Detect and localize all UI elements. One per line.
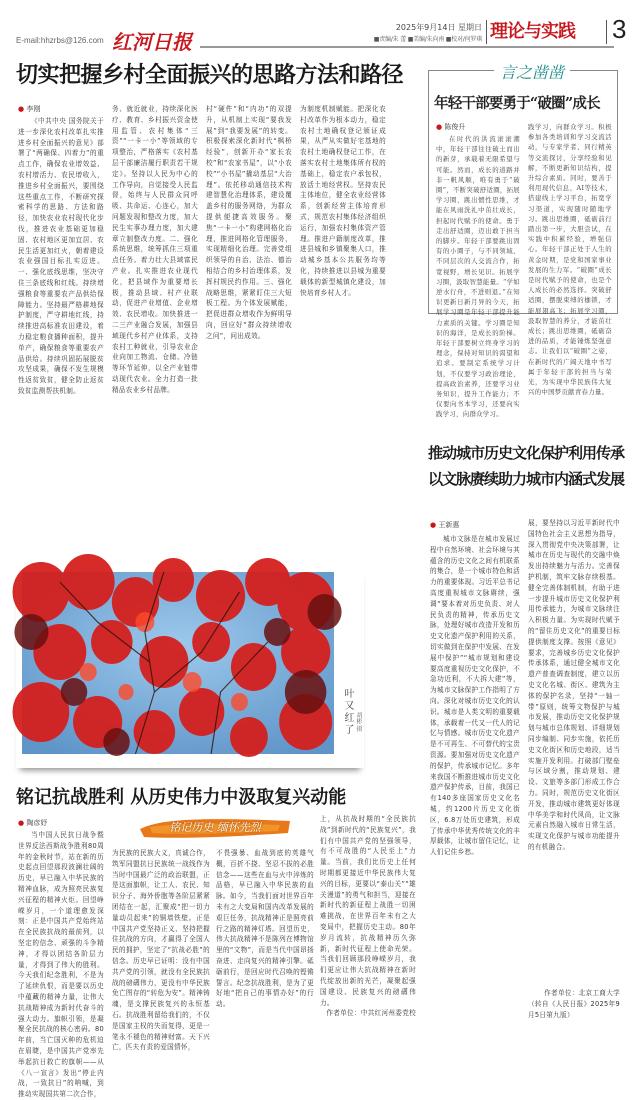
issue-date: 2025年9月14日 星期日 <box>395 23 482 32</box>
bullet-icon: ● <box>18 819 25 827</box>
article1-column-4: 为制度机制赋能。把深化农村改革作为根本动力，稳定农村土地确权登记颁证成果，从严从实做好宅基地的农村土地确权登记工作，在落实农村土地集体所有权的基础上，稳定农户承包权，放活土地经营权。坚持农民主体地位，健全农业经营体系，创新经营主体培育形式，规范农村集体经济组织运行，加强农村集体资产管理。推进户籍制度改革，推进县城和乡镇聚集人口，推动城乡基本公共服务均等化，持续推进以县城为重要载体的新型城镇化建设，加快培育乡村人才。 <box>300 105 386 297</box>
red-leaves-image <box>22 572 334 754</box>
article1-byline <box>18 104 40 114</box>
article3-column-1: 当中国人民抗日战争暨世界反法西斯战争胜利80周年的金秋时节，站在新的历史起点回望那段波澜壮阔的历史，早已融入中华民族的精神血脉，成为照亮民族复兴征程的精神火炬。回望峥嵘岁月，一个道理愈发深刻：正是中国共产党始终站在全民族抗战的最前列，以坚定的信念、顽强的斗争精神，才得以团结各阶层力量，才得到了伟大的胜利。今天我们纪念胜利，不是为了延续仇恨，而是要以历史中蕴藏的精神力量，让伟大抗战精神成为新时代奋斗的强大动力。旗帜引领，是凝聚全民抗战的核心密码。80年前，当亡国灭种的危机迫在眉睫，是中国共产党率先举起抗日救亡的旗帜——从《八一宣言》发出“停止内战，一致抗日”的呐喊，到推动实现国共第二次合作， <box>18 831 104 1099</box>
author-name: 陶彦妤 <box>26 819 48 827</box>
column-box-headline[interactable]: 年轻干部要勇于“破圈”成长 <box>434 95 600 112</box>
column-box-column-1: 在时代的洪流滚滚潮中，年轻干部往往破土而出的新芽，承载着无限希望与可能。然而，成长的道路并非一帆风顺，唯有勇于“破圈”，不断突破舒适圈，拓展学习圈，跳出惯性思维，才能在风雨洗礼中茁壮成长，担起时代赋予的使命。勇于走出舒适圈，迈出敢于担当的脚步。年轻干部要跳出固有的小圈子，与不同领域、不同层次的人交流合作，拓宽视野，增长见识。拓展学习圈，汲取智慧能量。“学如逆水行舟，不进则退。”在知识更新日新月异的今天，拓展学习圈是年轻干部提升能力素质的关键。学习圈是知识的海洋，是成长的阶梯。年轻干部要树立终身学习的理念，保持对知识的渴望和追求。要制定系统学习计划，不仅要学习政治理论，提高政治素养，还要学习业务知识，提升工作能力；不仅要向书本学习，还要向实践学习，向群众学习。 <box>436 135 520 419</box>
author-name: 王新惠 <box>438 521 460 529</box>
article3-column-3: 不畏强暴、血战到底的英雄气概，百折不挠、坚忍不拔的必胜信念——这些在血与火中淬炼的品格，早已融入中华民族的血脉。如今，当我们面对世界百年未有之大变局和国内改革发展的艰巨任务，抗战精神正是照亮前行之路的精神灯塔。回望历史，伟大抗战精神不是陈列在博物馆里的“文物”，而是当代中国昂扬奋进、走向复兴的精神引擎。砥砺前行，是回应时代召唤的铿锵誓言。纪念抗战胜利，是为了更好地“把自己的事情办好”的行动。 <box>216 849 314 1009</box>
editors-credits: ■责编/朱 蕾 ■美编/朱向南 ■校对/何罗琪 <box>373 36 482 43</box>
author-name: 陈俊升 <box>444 123 466 131</box>
article1-headline[interactable]: 切实把握乡村全面振兴的思路方法和路径 <box>16 63 404 88</box>
column-logo: 言之凿凿 <box>494 60 570 83</box>
photo-credit: 胡彬 摄 <box>355 712 362 732</box>
article2-author-unit: 作者单位：北京工商大学 <box>544 989 620 997</box>
article3-column-4: 上，从抗战时期的“全民族抗战”到新时代的“民族复兴”，我们有中国共产党的坚强领导，有不可战胜的“人民至上”力量。当前，我们比历史上任何时期都更接近中华民族伟大复兴的目标，更要以“泰山关”“雄关漫道”的勇气和担当，迎接在新时代的新征程上战胜一切困难挑战，在世界百年未有之大变局中，把握历史主动。80年岁月流转，抗战精神历久弥新，新时代征程上使命光荣。当我们回顾那段峥嵘岁月，我们更应让伟大抗战精神在新时代绽放出新的光芒，凝聚起强国建设、民族复兴的磅礴伟力。 <box>320 815 416 1007</box>
bullet-icon: ● <box>436 123 443 131</box>
article3-headline[interactable]: 铭记抗战胜利 从历史伟力中汲取复兴动能 <box>16 787 347 808</box>
article1-column-1: 《中共中央 国务院关于进一步深化农村改革扎实推进乡村全面振兴的意见》部署了“两确保、四着力”的重点工作，确保农业增效益、农村增活力、农民增收入，推进乡村全面振兴，要围绕这些重点工作，不断研究探索科学的思路、方法和路径，加快农业农村现代化步伐，推进农业基础更加稳固、农村地区更加宜居、农民生活更加红火，朝着建设农业强国目标扎实迈进。一、强化底线思维，坚决守住三条底线和红线。持续增强粮食等重要农产品供给保障能力。坚持最严格耕地保护制度，严守耕地红线，持续推进高标准农田建设，着力稳定粮食播种面积，提升单产，确保粮食等重要农产品供给。持续巩固拓展脱贫攻坚成果，确保不发生规模性返贫致贫，健全防止返贫致贫监测帮扶机制。 <box>18 117 104 395</box>
article3-byline <box>18 818 47 828</box>
contact-email[interactable]: E-mail:hhzrbs@126.com <box>16 36 104 45</box>
column-box-byline <box>436 122 465 132</box>
author-name: 李刚 <box>26 105 41 113</box>
section-title: 理论与实践 <box>490 21 575 42</box>
article2-headline-line2: 以文脉赓续助力城市内涵式发展 <box>428 470 625 488</box>
article2-headline-line1: 推动城市历史文化保护利用传承 <box>428 444 625 462</box>
bullet-icon: ● <box>430 521 437 529</box>
banner-text: 铭记历史 缅怀先烈 <box>169 821 261 834</box>
bullet-icon: ● <box>18 105 25 113</box>
article2-column-1: 城市文脉是在城市发展过程中自然环境、社会环境与其蕴含的历史文化之间有机联系的集合，是一个城市特色和活力的重要体现。习近平总书记高度重视城市文脉赓续，强调“要本着对历史负责、对人民负责的精神，传承历史文脉，处理好城市改造开发和历史文化遗产保护利用的关系，切实做到在保护中发展、在发展中保护”“城市规划和建设要高度重视历史文化保护，不急功近利，不大拆大建”等，为城市文脉保护工作指明了方向。深化对城市历史文化的认识。城市是人类文明的重要载体，承载着一代又一代人的记忆与情感。城市历史文化遗产是不可再生、不可替代的宝贵资源。要加强对历史文化遗产的保护，传承城市记忆。多年来我国不断推进城市历史文化遗产保护传承，目前，我国已有140多座国家历史文化名城，约1200片历史文化街区，6.8万处历史建筑，形成了传承中华优秀传统文化的丰厚载体，让城市留住记忆，让人们记住乡愁。 <box>430 535 520 857</box>
article1-column-2: 务、就近就业，持续深化医疗、教育、乡村振兴资金使用监管、农村集体“三资”“一卡一小”等领域的专项整治，严格落实《农村基层干部廉洁履行职责若干规定》。坚持以人民为中心的工作导向，自觉接受人民监督，始终与人民群众同呼吸、共命运、心连心，加大问题发现和整改力度，加大民生实事办理力度，加大建章立制整改力度。二、强化系统思维，统筹抓住三项重点任务。着力壮大县域富民产业。扎实推进农业现代化，把县域作为重要增长极，推动县域、村产业联动，促进产业增值、企业增效、农民增收。加快推进一二三产业融合发展，加强县域现代乡村产业体系，支持农村工种就业，引导农业企业向加工物流、仓储、冷链等环节延伸，以全产业链带动现代农业。全力打造一批精品农业乡村品牌。 <box>112 105 198 394</box>
article2-headline[interactable] <box>428 440 624 492</box>
header-divider <box>486 20 487 44</box>
article2-byline <box>430 520 459 530</box>
article2-source-note: （转自《人民日报》2025年9月5日第九版） <box>528 1000 620 1019</box>
header-rule <box>200 46 614 48</box>
newspaper-masthead: 红河日报 <box>112 30 192 54</box>
red-leaves-photo[interactable] <box>22 572 334 754</box>
page-number: 3 <box>612 14 627 44</box>
column-box-column-2: 践学习，向群众学习。积极参加各类培训和学习交流活动，与专家学者、同行精英等交流探讨，分享经验和见解，不断更新知识结构，提升综合素质。同时，要善于利用现代信息、AI等技术，搭建线上学习平台，拓宽学习渠道，实现随时随地学习。跳出思维圈，砥砺前行踏出第一步，大胆尝试，在实践中积累经验，增强信心。年轻干部正处于人生的黄金时期，是党和国家事业发展的生力军。“破圈”成长是时代赋予的使命，也是个人成长的必然选择。突破舒适圈，摆脱束缚的枷锁，才能展翅高飞；拓展学习圈，汲取智慧的养分，才能茁壮成长；跳出思维圈，砥砺奋进的品质，才能锤炼坚强意志。让我们以“破圈”之姿，在新时代的广阔天地中书写属于年轻干部的担当与荣光，为实现中华民族伟大复兴的中国梦贡献青春力量。 <box>528 123 612 397</box>
header-divider <box>606 20 607 44</box>
article3-column-2: 为民族的民族大义，真诚合作，筑军同盟抗日民族统一战线作为当时中国最广泛的政治联盟，正是这面旗帜，让工人、农民、知识分子、海外侨胞等各阶层紧紧团结在一起，汇聚成“把一切力量动员起来”的铜墙铁壁。正是中国共产党坚持正义、坚持把握住抗战的方向，才赢得了全国人民的拥护，坚定了“抗战必胜”的信念。历史早已证明：没有中国共产党的引领，就没有全民族抗战的磅礴伟力，更没有中华民族免亡图存的“转危为安”。精神铸魂，是支撑民族复兴的永恒基石。抗战胜利留给我们的，不仅是国家主权的失而复得，更是一笔永不褪色的精神财富。天下兴亡，匹夫有责的爱国情怀， <box>112 849 210 1052</box>
photo-caption-title: 叶又红了 <box>342 688 353 736</box>
article2-column-2: 展，要坚持以习近平新时代中国特色社会主义思想为指导，深入贯彻党中央决策部署，让城市在历史与现代的交融中焕发出持续魅力与活力。完善保护机制，筑牢文脉存续根基。健全完善体制机制，有助于进一步提升城市历史文化保护利用传承能力，为城市文脉续注入积极力量。为实现时代赋予的“留住历史文化”的重要目标提供制度支撑。按照《意见》要求，完善城乡历史文化保护传承体系，通过健全城市文化遗产普查调查制度，建立以历史文化名城、街区、建筑为主体的保护名录，坚持“一轴一带”原则，统筹文物保护与城市发展，推动历史文化保护规划与城市总体规划、详细规划同步编制、同步实施，依托历史文化街区和历史地段，适当实施开发利用。打破部门壁垒与区域分割，推动规划、建设、文旅等多部门形成工作合力。同时，规范历史文化街区开发，推动城市建筑更好体现中华美学和时代风尚，让文脉元素自然融入城市日常生活，实现文化保护与城市功能提升的有机融合。 <box>528 519 620 851</box>
article1-column-3: 村“硬件”和“内功”的双提升，从机制上实现“要我发展”到“我要发展”的转变。积极探索深化新时代“枫桥经验”，创新开办“家长农校”和“农家书屋”，以“小农校”“小书屋”撬动基层“大治理”。依托移动通信技术构建智慧化治理体系，建设覆盖乡村的服务网络，为群众提供便捷高效服务。聚焦“一卡一小”构建网格化治理，推进网格化管理服务，实现精细化治理。完善党组织领导的自治、法治、德治相结合的乡村治理体系，发挥村规民约作用。三、强化战略思维，紧紧盯住三大短板工程。为个体发展赋能，把促进群众增收作为鲜明导向，回应好“群众持续增收之问”，问出成效。 <box>206 105 292 340</box>
article3-author-unit: 作者单位：中共红河州委党校 <box>326 1009 416 1017</box>
